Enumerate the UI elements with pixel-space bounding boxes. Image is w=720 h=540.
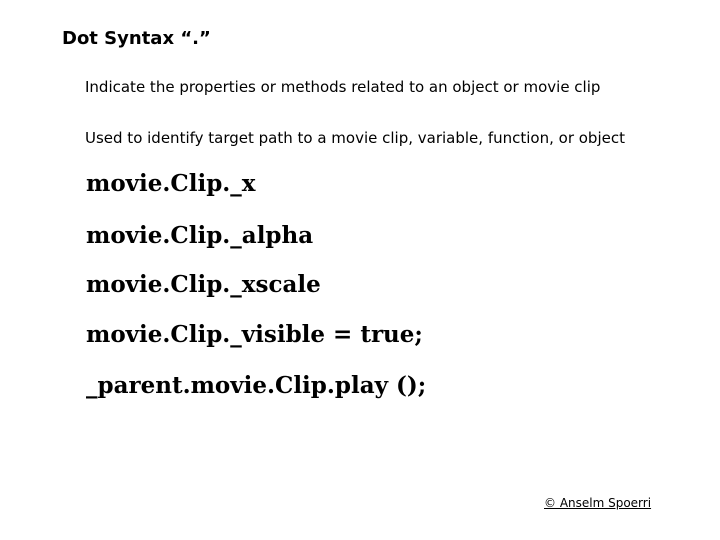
code-example-visible: movie.Clip._visible = true; [86,321,423,348]
code-example-parent-play: _parent.movie.Clip.play (); [86,372,427,399]
code-example-alpha: movie.Clip._alpha [86,222,314,249]
slide-title: Dot Syntax “.” [62,28,211,49]
copyright-link[interactable]: © Anselm Spoerri [544,496,652,510]
code-example-x: movie.Clip._x [86,170,256,197]
description-properties-methods: Indicate the properties or methods related to an object or movie clip [85,78,601,96]
description-target-path: Used to identify target path to a movie clip, variable, function, or object [85,129,625,147]
code-example-xscale: movie.Clip._xscale [86,271,321,298]
